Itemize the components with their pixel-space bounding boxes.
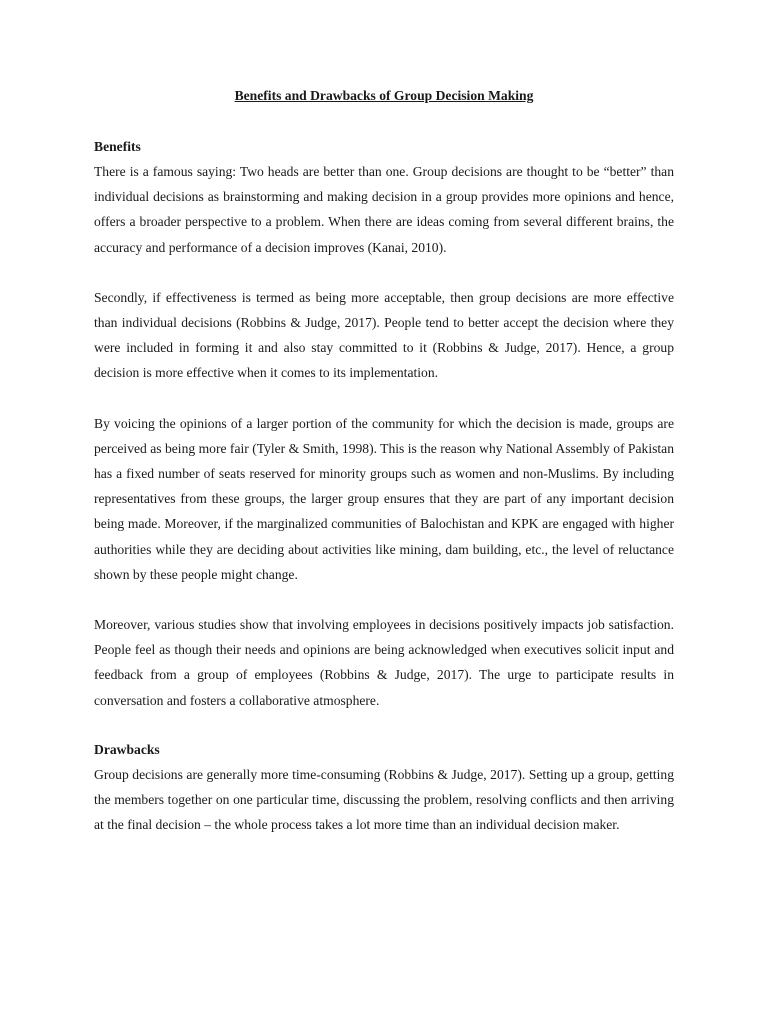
spacer [94, 587, 674, 612]
benefits-paragraph-2: Secondly, if effectiveness is termed as being more acceptable, then group decisions are more effective than individual decisions (Robbins & Judge, 2017). People tend to better accept the decision where they were included in forming it and also stay committed to it (Robbins & Judge, 2017). Hence, a group decision is more effective when it comes to its implementation. [94, 289, 674, 381]
section-heading-drawbacks: Drawbacks [94, 741, 160, 757]
benefits-paragraph-4: Moreover, various studies show that involving employees in decisions positively impacts job satisfaction. People feel as though their needs and opinions are being acknowledged when executives solicit input and feedback from a group of employees (Robbins & Judge, 2017). The urge to participate results in conversation and fosters a collaborative atmosphere. [94, 617, 674, 708]
spacer [94, 260, 674, 285]
document-page [94, 86, 674, 837]
benefits-paragraph-1: There is a famous saying: Two heads are better than one. Group decisions are thought to be “better” than individual decisions as brainstorming and making decision in a group provides more opinions and hence, offers a broader perspective to a problem. When there are ideas coming from several different brains, the accuracy and performance of a decision improves (Kanai, 2010). [94, 164, 674, 255]
spacer [94, 106, 674, 135]
section-heading-benefits: Benefits [94, 139, 141, 154]
spacer [94, 386, 674, 411]
spacer [94, 713, 674, 738]
drawbacks-paragraph-1: Group decisions are generally more time-consuming (Robbins & Judge, 2017). Setting up a group, getting the members together on one particular time, discussing the problem, resolving conflicts and then arriving at the final decision – the whole process takes a lot more time than an individual decision maker. [94, 766, 674, 833]
benefits-paragraph-3: By voicing the opinions of a larger portion of the community for which the decision is made, groups are perceived as being more fair (Tyler & Smith, 1998). This is the reason why National Assembly of Pakistan has a fixed number of seats reserved for minority groups such as women and non-Muslims. By including representatives from these groups, the larger group ensures that they are part of any important decision being made. Moreover, if the marginalized communities of Balochistan and KPK are engaged with higher authorities while they are deciding about activities like mining, dam building, etc., the level of reluctance shown by these people might change. [94, 415, 674, 582]
document-title: Benefits and Drawbacks of Group Decision Making [234, 88, 534, 103]
